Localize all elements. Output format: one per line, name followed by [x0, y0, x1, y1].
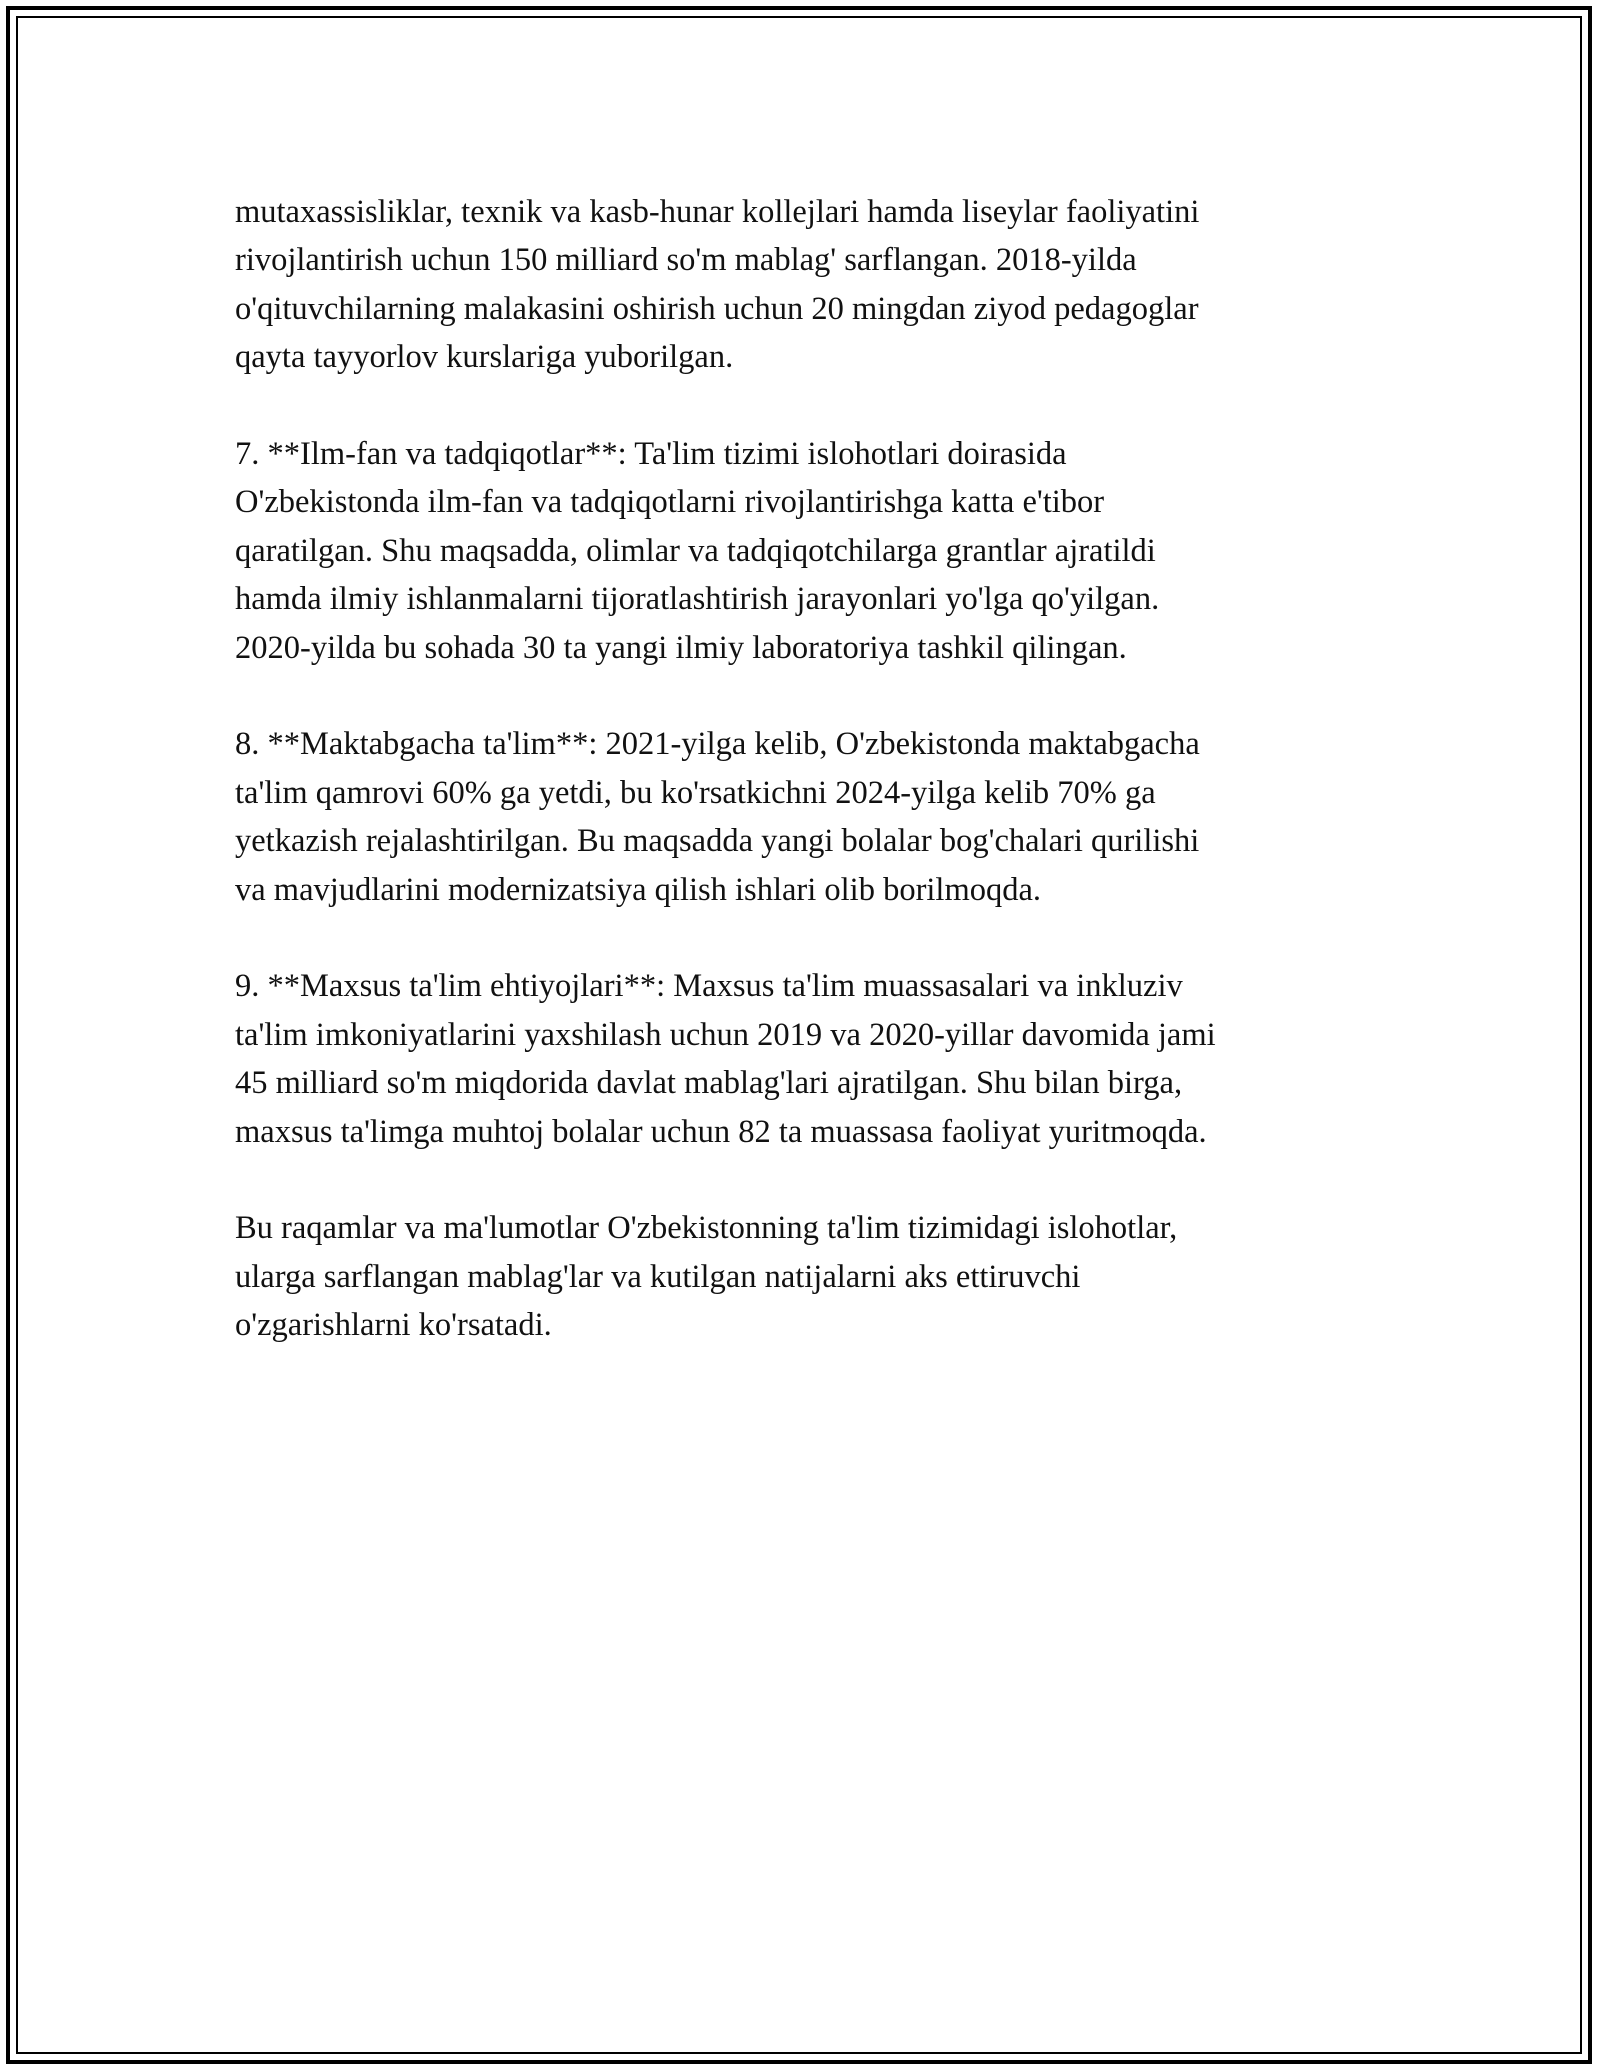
paragraph-conclusion: Bu raqamlar va ma'lumotlar O'zbekistonning ta'lim tizimidagi islohotlar, ularga sarflangan mablag'lar va kutilgan natijalarni aks ettiruvchi o'zgarishlarni ko'rsatadi. — [235, 1210, 1178, 1344]
paragraph-item-8: 8. **Maktabgacha ta'lim**: 2021-yilga kelib, O'zbekistonda maktabgacha ta'lim qamrovi 60% ga yetdi, bu ko'rsatkichni 2024-yilga kelib 70% ga yetkazish rejalashtirilgan. Bu maqsadda yangi bolalar bog'chalari qurilishi va mavjudlarini modernizatsiya qilish ishlari olib borilmoqda. — [235, 726, 1200, 908]
document-body — [235, 188, 1385, 1398]
paragraph-item-9: 9. **Maxsus ta'lim ehtiyojlari**: Maxsus ta'lim muassasalari va inkluziv ta'lim imkoniyatlarini yaxshilash uchun 2019 va 2020-yillar davomida jami 45 milliard so'm miqdorida davlat mablag'lari ajratilgan. Shu bilan birga, maxsus ta'limga muhtoj bolalar uchun 82 ta muassasa faoliyat yuritmoqda. — [235, 968, 1216, 1150]
paragraph-item-7: 7. **Ilm-fan va tadqiqotlar**: Ta'lim tizimi islohotlari doirasida O'zbekistonda ilm-fan va tadqiqotlarni rivojlantirishga katta e'tibor qaratilgan. Shu maqsadda, olimlar va tadqiqotchilarga grantlar ajratildi hamda ilmiy ishlanmalarni tijoratlashtirish jarayonlari yo'lga qo'yilgan. 2020-yilda bu sohada 30 ta yangi ilmiy laboratoriya tashkil qilingan. — [235, 436, 1160, 666]
paragraph-continuation: mutaxassisliklar, texnik va kasb-hunar kollejlari hamda liseylar faoliyatini rivojlantirish uchun 150 milliard so'm mablag' sarflangan. 2018-yilda o'qituvchilarning malakasini oshirish uchun 20 mingdan ziyod pedagoglar qayta tayyorlov kurslariga yuborilgan. — [235, 194, 1200, 376]
